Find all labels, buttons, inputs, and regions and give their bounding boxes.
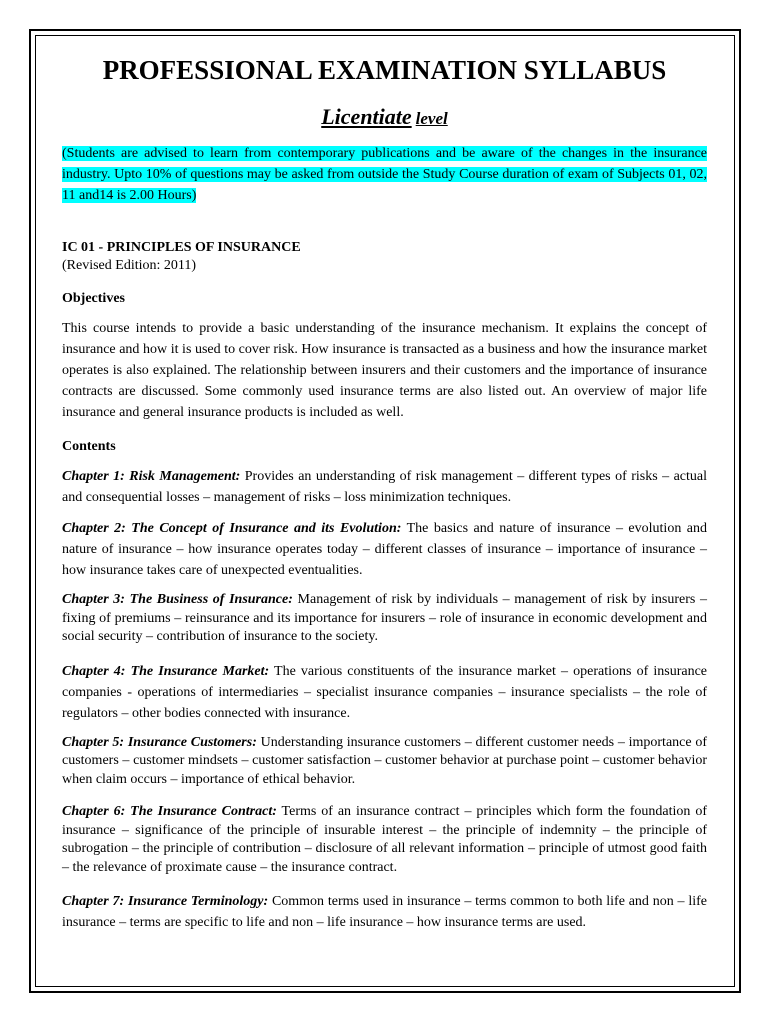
chapter-text: Common terms used in insurance – terms common to both life and non – life insurance – terms are specific to life and non – life insurance – how insurance terms are used.: [62, 894, 707, 930]
subtitle-main: Licentiate: [321, 104, 412, 129]
chapter-item: [62, 803, 707, 877]
chapter-item: [62, 891, 707, 933]
chapter-text: The various constituents of the insurance market – operations of insurance companies - operations of intermediaries – specialist insurance companies – insurance specialists – the role of regulators – other bodies connected with insurance.: [62, 663, 707, 721]
chapter-title: Chapter 6: The Insurance Contract:: [62, 804, 277, 819]
objectives-text: This course intends to provide a basic understanding of the insurance mechanism. It explains the concept of insurance and how it is used to cover risk. How insurance is transacted as a business and how the insurance market operates is also explained. The relationship between insurers and their customers and the importance of insurance contracts are discussed. Some commonly used insurance terms are also listed out. An overview of major life insurance and general insurance products is included as well.: [62, 321, 707, 420]
chapter-title: Chapter 5: Insurance Customers:: [62, 734, 257, 750]
chapter-text: The basics and nature of insurance – evolution and nature of insurance – how insurance operates today – different classes of insurance – importance of insurance – how insurance takes care of unexpected eventualities.: [62, 521, 708, 578]
contents-heading: Contents: [62, 439, 116, 454]
chapter-item: [62, 518, 707, 581]
chapter-text: Understanding insurance customers – different customer needs – importance of customers – customer mindsets – customer satisfaction – customer behavior at purchase point – customer behavior when claim occurs – importance of ethical behavior.: [62, 734, 707, 787]
document-body: [62, 50, 707, 933]
chapter-title: Chapter 4: The Insurance Market:: [62, 663, 270, 679]
chapter-title: Chapter 1: Risk Management:: [62, 469, 241, 484]
chapter-item: [62, 591, 707, 647]
notice-text: (Students are advised to learn from contemporary publications and be aware of the changes in the insurance industry. Upto 10% of questions may be asked from outside the Study Course duration of exam of Subjects 01, 02, 11 and14 is 2.00 Hours): [62, 146, 707, 203]
objectives-heading: Objectives: [62, 291, 125, 306]
course-code-heading: IC 01 - PRINCIPLES OF INSURANCE: [62, 240, 301, 255]
document-title: PROFESSIONAL EXAMINATION SYLLABUS: [102, 55, 667, 85]
chapter-title: Chapter 2: The Concept of Insurance and its Evolution:: [62, 521, 402, 536]
chapter-text: Management of risk by individuals – management of risk by insurers – fixing of premiums – reinsurance and its importance for insurers – role of insurance in economic development and social security – contribution of insurance to the society.: [62, 592, 707, 644]
chapter-text: Provides an understanding of risk management – different types of risks – actual and consequential losses – management of risks – loss minimization techniques.: [62, 469, 707, 505]
chapter-item: [62, 466, 707, 508]
highlighted-notice: [62, 143, 707, 206]
document-subtitle: [62, 102, 707, 135]
chapter-text: Terms of an insurance contract – principles which form the foundation of insurance – significance of the principle of insurable interest – the principle of indemnity – the principle of subrogation – the principle of contribution – disclosure of all relevant information – principle of utmost good faith – the relevance of proximate cause – the insurance contract.: [62, 804, 707, 875]
edition-note: (Revised Edition: 2011): [62, 258, 197, 273]
chapter-item: [62, 661, 707, 724]
chapter-title: Chapter 7: Insurance Terminology:: [62, 894, 269, 909]
chapter-title: Chapter 3: The Business of Insurance:: [62, 592, 293, 607]
chapter-item: [62, 734, 707, 790]
subtitle-level: level: [415, 109, 448, 128]
